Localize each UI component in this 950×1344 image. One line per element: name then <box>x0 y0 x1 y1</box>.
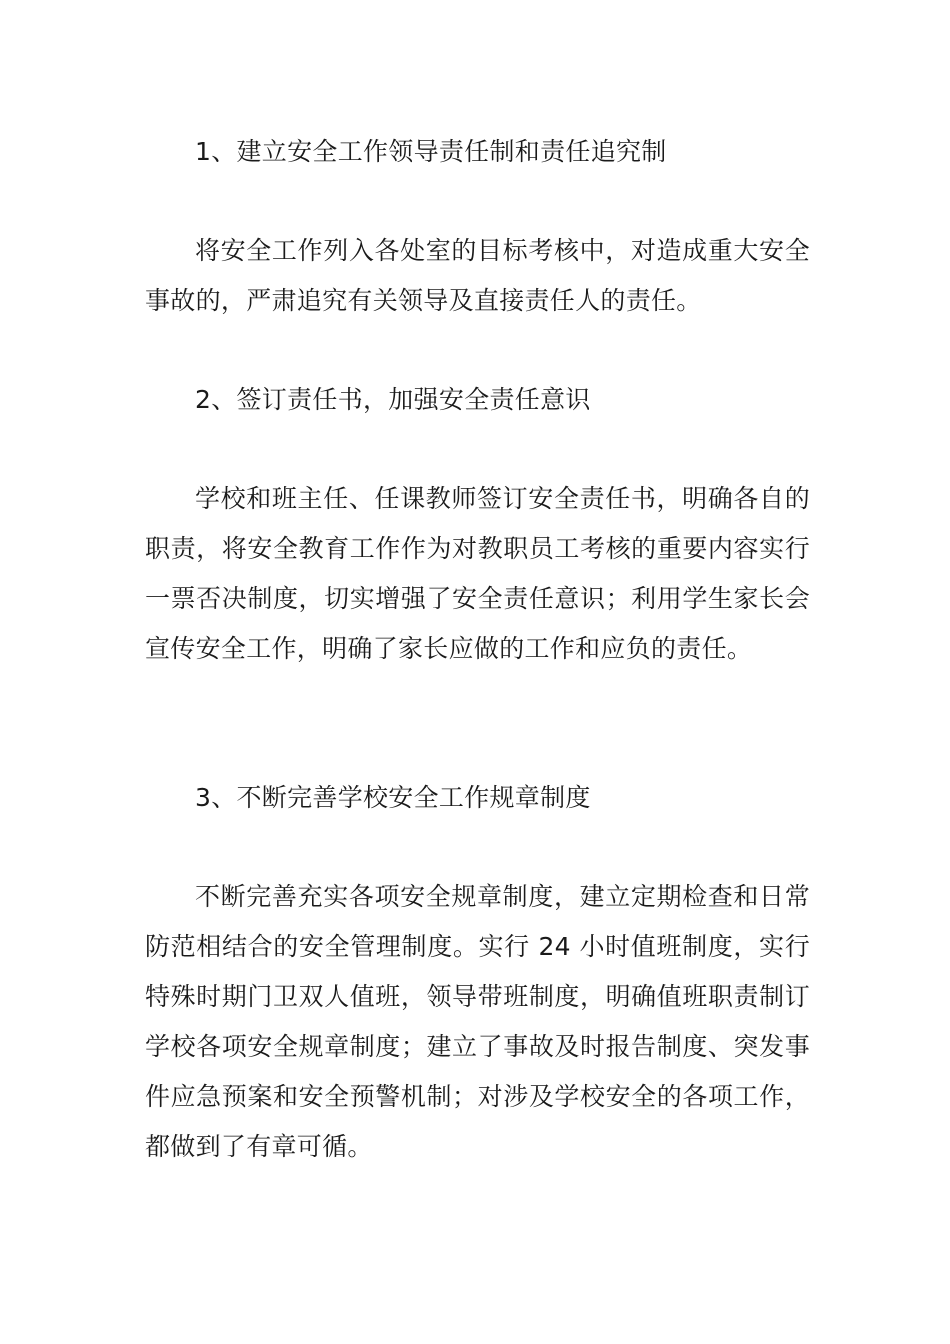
section-1-body: 将安全工作列入各处室的目标考核中，对造成重大安全事故的，严肃追究有关领导及直接责任人的责任。 <box>145 236 810 315</box>
section-2-heading: 2、签订责任书，加强安全责任意识 <box>195 385 591 414</box>
section-3-body: 不断完善充实各项安全规章制度，建立定期检查和日常防范相结合的安全管理制度。实行 24 小时值班制度，实行特殊时期门卫双人值班，领导带班制度，明确值班职责制订学校各项安全规章制度；建立了事故及时报告制度、突发事件应急预案和安全预警机制；对涉及学校安全的各项工作，都做到了有章可循。 <box>145 882 810 1161</box>
section-2-body: 学校和班主任、任课教师签订安全责任书，明确各自的职责，将安全教育工作作为对教职员工考核的重要内容实行一票否决制度，切实增强了安全责任意识；利用学生家长会宣传安全工作，明确了家长应做的工作和应负的责任。 <box>145 484 810 663</box>
section-1-heading: 1、建立安全工作领导责任制和责任追究制 <box>195 137 667 166</box>
section-3-heading: 3、不断完善学校安全工作规章制度 <box>195 783 591 812</box>
